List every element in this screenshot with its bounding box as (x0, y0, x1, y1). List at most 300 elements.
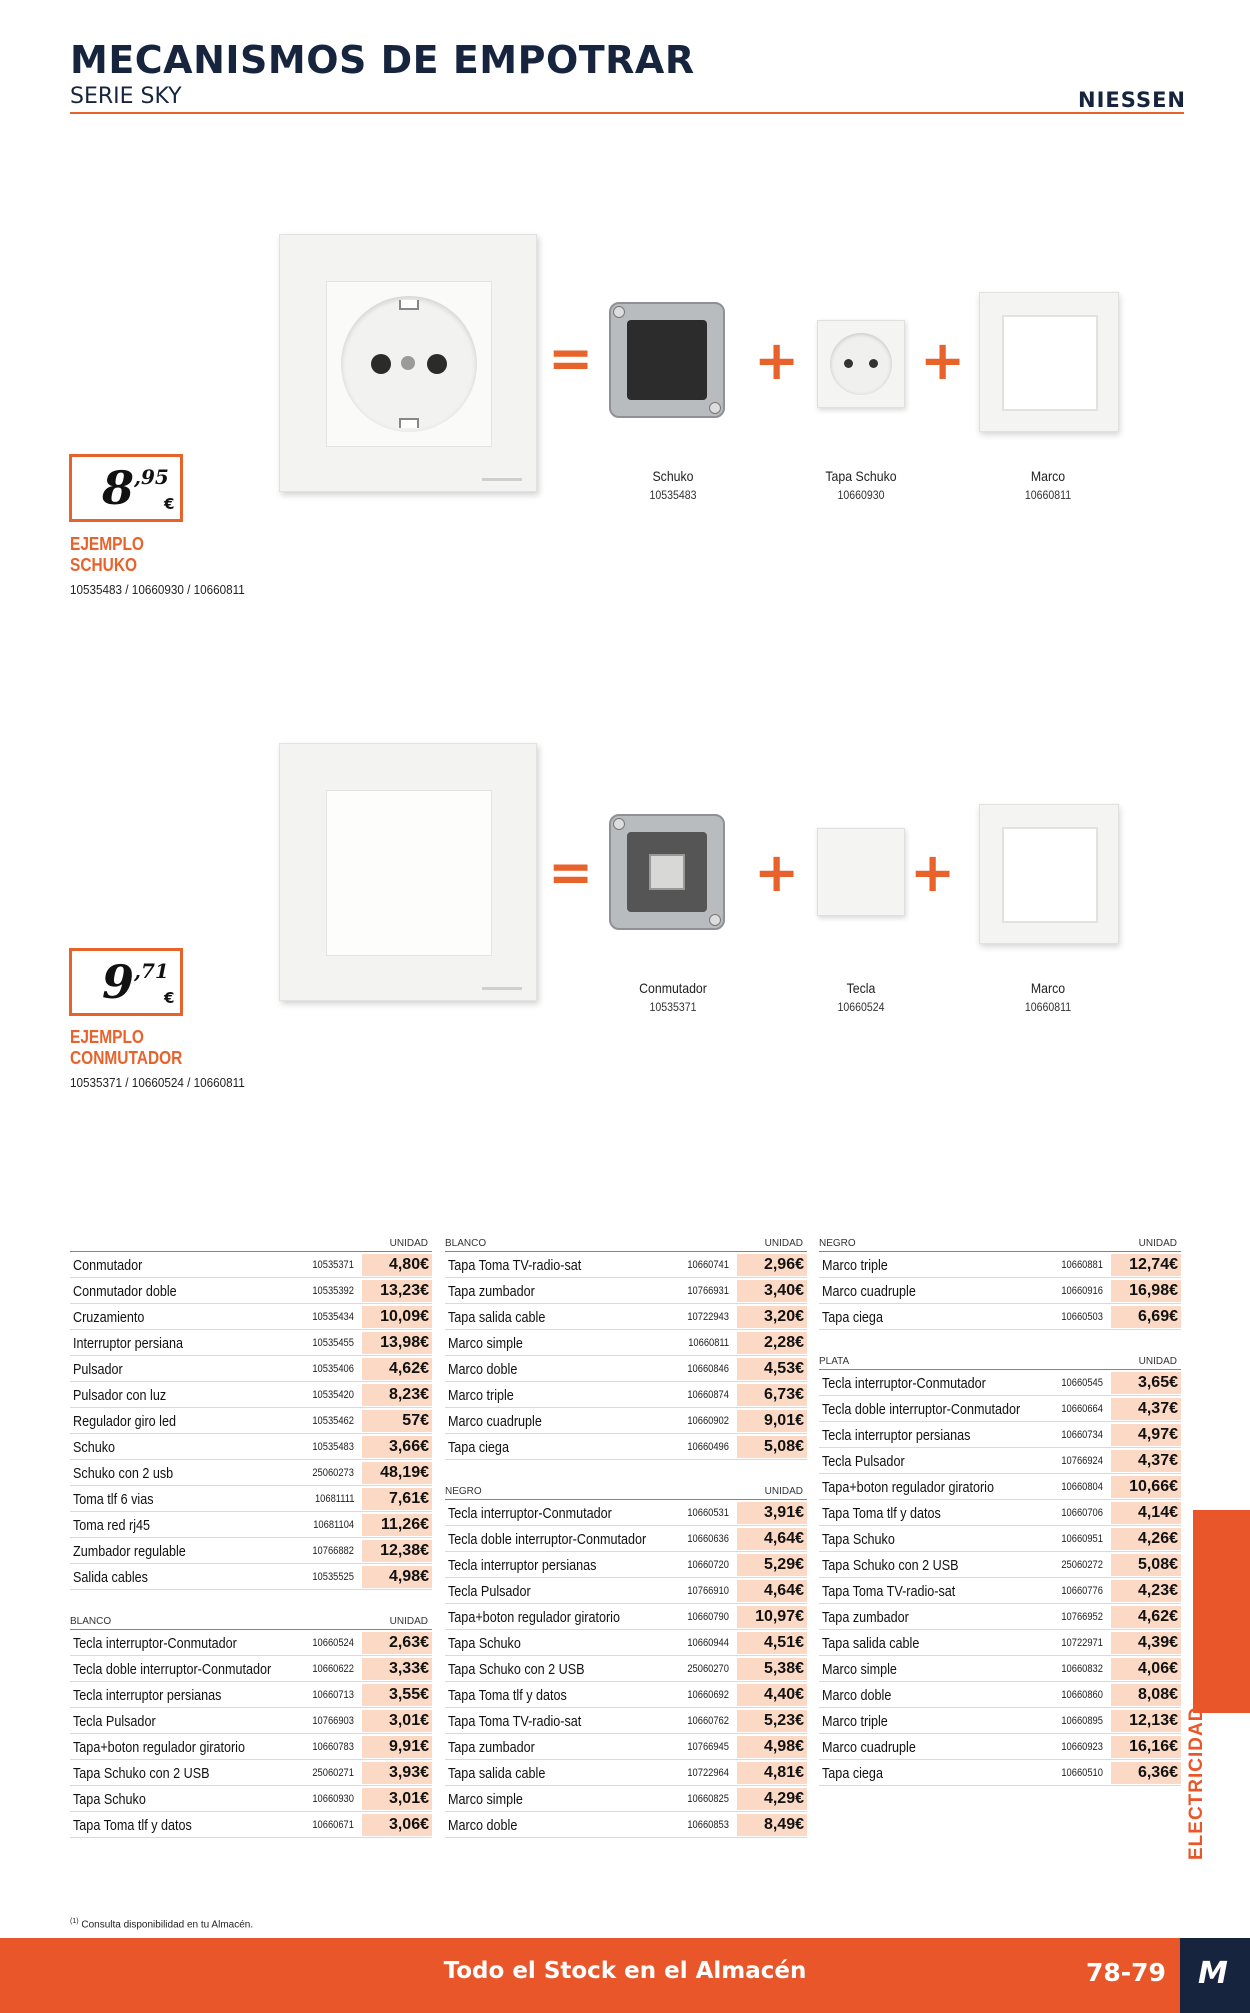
product-price: 8,23€ (362, 1384, 432, 1406)
table-row (819, 1304, 1181, 1330)
page-number: 78-79 (1086, 1958, 1166, 1987)
product-name: Tecla interruptor-Conmutador (822, 1375, 986, 1392)
section-tab (1193, 1510, 1250, 1713)
product-price: 2,96€ (737, 1254, 807, 1276)
footnote (70, 1918, 253, 1930)
product-name: Pulsador (73, 1361, 123, 1378)
product-price: 9,01€ (737, 1410, 807, 1432)
product-name: Tecla Pulsador (73, 1713, 156, 1730)
product-code: 10660902 (687, 1415, 729, 1427)
table-row (70, 1382, 432, 1408)
product-code: 10660496 (687, 1441, 729, 1453)
product-price: 12,74€ (1111, 1254, 1181, 1276)
part-name: Marco (1030, 468, 1066, 484)
table-row (819, 1396, 1181, 1422)
product-code: 25060271 (312, 1767, 354, 1779)
product-code: 10535392 (312, 1285, 354, 1297)
part-caption (978, 468, 1119, 502)
product-name: Marco triple (448, 1387, 514, 1404)
product-price: 3,66€ (362, 1436, 432, 1458)
product-name: Tapa Toma tlf y datos (822, 1505, 941, 1522)
product-name: Tecla interruptor-Conmutador (73, 1635, 237, 1652)
product-price: 5,29€ (737, 1554, 807, 1576)
example-title-line: EJEMPLO (70, 1027, 144, 1047)
section-header (70, 1614, 432, 1630)
part-caption (603, 468, 744, 502)
product-name: Tapa+boton regulador giratorio (448, 1609, 620, 1626)
product-name: Marco triple (822, 1257, 888, 1274)
example-codes: 10535371 / 10660524 / 10660811 (70, 1075, 245, 1090)
product-name: Tecla interruptor-Conmutador (448, 1505, 612, 1522)
plus-sign: + (910, 841, 956, 904)
product-code: 10660860 (1061, 1689, 1103, 1701)
product-price: 16,98€ (1111, 1280, 1181, 1302)
example-codes: 10535483 / 10660930 / 10660811 (70, 582, 245, 597)
product-price: 4,64€ (737, 1528, 807, 1550)
product-code: 10660713 (312, 1689, 354, 1701)
product-code: 10660846 (687, 1363, 729, 1375)
section-label: ELECTRICIDAD (1186, 1706, 1207, 1860)
price-currency: € (164, 989, 175, 1007)
product-code: 10660832 (1061, 1663, 1103, 1675)
table-row (445, 1656, 807, 1682)
product-code: 10660734 (1061, 1429, 1103, 1441)
brand-logo: NIESSEN (1078, 88, 1186, 112)
table-row (70, 1434, 432, 1460)
page-subtitle: SERIE SKY (70, 84, 182, 109)
product-price: 4,64€ (737, 1580, 807, 1602)
part-code: 10660930 (837, 488, 885, 502)
product-price: 3,93€ (362, 1762, 432, 1784)
price-table-col3 (819, 1236, 1181, 1786)
product-code: 10766945 (687, 1741, 729, 1753)
product-price: 4,23€ (1111, 1580, 1181, 1602)
table-row (445, 1526, 807, 1552)
product-code: 10660881 (1061, 1259, 1103, 1271)
product-price: 3,55€ (362, 1684, 432, 1706)
product-code: 10766931 (687, 1285, 729, 1297)
product-name: Zumbador regulable (73, 1543, 186, 1560)
example-title-line: SCHUKO (70, 555, 138, 575)
product-price: 5,08€ (737, 1436, 807, 1458)
table-row (445, 1578, 807, 1604)
unit-header: UNIDAD (764, 1486, 803, 1497)
table-row (70, 1564, 432, 1590)
table-row (445, 1604, 807, 1630)
product-name: Tapa ciega (448, 1439, 509, 1456)
section-header (445, 1236, 807, 1252)
product-code: 10681104 (313, 1519, 354, 1531)
table-row (70, 1760, 432, 1786)
product-name: Tapa ciega (822, 1765, 883, 1782)
footnote-text: Consulta disponibilidad en tu Almacén. (81, 1919, 254, 1931)
table-row (445, 1630, 807, 1656)
product-code: 10660895 (1061, 1715, 1103, 1727)
product-code: 10660790 (687, 1611, 729, 1623)
product-name: Toma tlf 6 vias (73, 1491, 154, 1508)
part-name: Conmutador (639, 980, 707, 996)
section-header (819, 1354, 1181, 1370)
product-price: 3,01€ (362, 1710, 432, 1732)
product-name: Tapa zumbador (448, 1739, 535, 1756)
table-row (445, 1760, 807, 1786)
product-name: Tecla Pulsador (822, 1453, 905, 1470)
product-name: Tapa zumbador (448, 1283, 535, 1300)
product-name: Cruzamiento (73, 1309, 145, 1326)
table-row (819, 1474, 1181, 1500)
table-row (819, 1656, 1181, 1682)
product-price: 6,69€ (1111, 1306, 1181, 1328)
product-code: 10660636 (687, 1533, 729, 1545)
schuko-socket-icon (341, 296, 477, 432)
table-row (445, 1382, 807, 1408)
table-row (819, 1682, 1181, 1708)
table-row (70, 1682, 432, 1708)
product-price: 7,61€ (362, 1488, 432, 1510)
tapa-schuko-image (817, 320, 905, 408)
product-code: 10535406 (312, 1363, 354, 1375)
product-price: 6,73€ (737, 1384, 807, 1406)
product-price: 13,98€ (362, 1332, 432, 1354)
product-name: Schuko (73, 1439, 116, 1456)
product-code: 10535455 (312, 1337, 354, 1349)
product-name: Salida cables (73, 1569, 148, 1586)
product-price: 3,40€ (737, 1280, 807, 1302)
product-name: Tapa ciega (822, 1309, 883, 1326)
table-row (70, 1330, 432, 1356)
product-price: 2,63€ (362, 1632, 432, 1654)
table-row (819, 1604, 1181, 1630)
table-row (819, 1578, 1181, 1604)
product-code: 10660783 (312, 1741, 354, 1753)
product-price: 4,40€ (737, 1684, 807, 1706)
product-name: Tapa Toma tlf y datos (73, 1817, 192, 1834)
product-name: Tecla Pulsador (448, 1583, 531, 1600)
product-code: 10660951 (1061, 1533, 1103, 1545)
product-code: 10660531 (687, 1507, 729, 1519)
product-code: 10766924 (1061, 1455, 1103, 1467)
product-name: Tapa zumbador (822, 1609, 909, 1626)
product-price: 4,14€ (1111, 1502, 1181, 1524)
table-row (445, 1786, 807, 1812)
product-code: 10660776 (1061, 1585, 1103, 1597)
product-name: Regulador giro led (73, 1413, 176, 1430)
product-price: 5,23€ (737, 1710, 807, 1732)
product-code: 25060270 (687, 1663, 729, 1675)
product-code: 10722971 (1061, 1637, 1103, 1649)
unit-header: UNIDAD (1138, 1238, 1177, 1249)
product-name: Marco simple (448, 1335, 523, 1352)
product-price: 3,06€ (362, 1814, 432, 1836)
company-logo-letter: M (1198, 1956, 1228, 1991)
product-code: 10660916 (1061, 1285, 1103, 1297)
plus-sign: + (754, 841, 800, 904)
product-price: 4,29€ (737, 1788, 807, 1810)
price-decimal: ,71 (134, 959, 169, 983)
product-name: Tapa+boton regulador giratorio (73, 1739, 245, 1756)
example-title (70, 1027, 182, 1069)
part-name: Tapa Schuko (825, 468, 897, 484)
product-name: Marco cuadruple (822, 1283, 916, 1300)
product-code: 10681111 (314, 1493, 354, 1505)
product-code: 10660545 (1061, 1377, 1103, 1389)
product-code: 10660853 (687, 1819, 729, 1831)
product-name: Tapa Toma TV-radio-sat (822, 1583, 956, 1600)
product-price: 13,23€ (362, 1280, 432, 1302)
product-price: 48,19€ (362, 1462, 432, 1484)
section-header (819, 1236, 1181, 1252)
product-name: Pulsador con luz (73, 1387, 167, 1404)
product-name: Tecla interruptor persianas (73, 1687, 222, 1704)
tecla-image (817, 828, 905, 916)
product-code: 10766952 (1061, 1611, 1103, 1623)
table-row (819, 1448, 1181, 1474)
product-code: 10660923 (1061, 1741, 1103, 1753)
product-name: Tapa Schuko con 2 USB (822, 1557, 959, 1574)
product-name: Marco simple (448, 1791, 523, 1808)
product-price: 4,39€ (1111, 1632, 1181, 1654)
product-price: 9,91€ (362, 1736, 432, 1758)
part-caption (791, 468, 932, 502)
table-row (70, 1708, 432, 1734)
product-code: 10535525 (312, 1571, 354, 1583)
product-code: 10660692 (687, 1689, 729, 1701)
schuko-mechanism-image (603, 296, 731, 424)
product-price: 16,16€ (1111, 1736, 1181, 1758)
table-row (70, 1460, 432, 1486)
product-price: 5,08€ (1111, 1554, 1181, 1576)
table-row (819, 1278, 1181, 1304)
product-price: 3,33€ (362, 1658, 432, 1680)
product-price: 2,28€ (737, 1332, 807, 1354)
unit-header: UNIDAD (1138, 1356, 1177, 1367)
marco-image (979, 804, 1119, 944)
table-row (445, 1330, 807, 1356)
product-name: Marco doble (448, 1817, 518, 1834)
product-name: Tecla doble interruptor-Conmutador (822, 1401, 1021, 1418)
product-code: 10660622 (312, 1663, 354, 1675)
product-code: 10766882 (312, 1545, 354, 1557)
table-row (70, 1630, 432, 1656)
table-row (70, 1408, 432, 1434)
product-price: 4,62€ (362, 1358, 432, 1380)
table-row (445, 1812, 807, 1838)
product-name: Tapa salida cable (448, 1309, 546, 1326)
product-code: 10660762 (687, 1715, 729, 1727)
product-code: 10660671 (312, 1819, 354, 1831)
product-price: 3,91€ (737, 1502, 807, 1524)
table-row (819, 1370, 1181, 1396)
table-row (819, 1552, 1181, 1578)
product-price: 5,38€ (737, 1658, 807, 1680)
plus-sign: + (920, 329, 966, 392)
table-row (70, 1656, 432, 1682)
product-name: Tapa Schuko con 2 USB (448, 1661, 585, 1678)
table-row (819, 1734, 1181, 1760)
product-price: 10,97€ (737, 1606, 807, 1628)
product-price: 4,81€ (737, 1762, 807, 1784)
part-caption (978, 980, 1119, 1014)
section-category: PLATA (819, 1356, 850, 1367)
product-name: Conmutador (73, 1257, 143, 1274)
product-name: Tapa Schuko con 2 USB (73, 1765, 210, 1782)
page-title: MECANISMOS DE EMPOTRAR (70, 38, 695, 82)
equals-sign: = (548, 327, 594, 390)
product-name: Conmutador doble (73, 1283, 177, 1300)
table-row (445, 1708, 807, 1734)
product-name: Toma red rj45 (73, 1517, 151, 1534)
table-row (819, 1760, 1181, 1786)
product-price: 4,53€ (737, 1358, 807, 1380)
table-row (445, 1278, 807, 1304)
product-code: 10660503 (1061, 1311, 1103, 1323)
price-table-col1 (70, 1236, 432, 1838)
table-row (445, 1304, 807, 1330)
example-title (70, 534, 144, 576)
table-row (445, 1252, 807, 1278)
product-name: Tapa+boton regulador giratorio (822, 1479, 994, 1496)
table-row (445, 1500, 807, 1526)
product-name: Tecla doble interruptor-Conmutador (73, 1661, 272, 1678)
product-price: 11,26€ (362, 1514, 432, 1536)
marco-image (979, 292, 1119, 432)
product-name: Marco doble (822, 1687, 892, 1704)
product-price: 4,37€ (1111, 1398, 1181, 1420)
product-code: 10660825 (687, 1793, 729, 1805)
part-code: 10535371 (649, 1000, 697, 1014)
product-code: 10660804 (1061, 1481, 1103, 1493)
product-price: 8,08€ (1111, 1684, 1181, 1706)
plus-sign: + (754, 329, 800, 392)
table-row (819, 1252, 1181, 1278)
product-name: Tecla doble interruptor-Conmutador (448, 1531, 647, 1548)
product-price: 57€ (362, 1410, 432, 1432)
price-decimal: ,95 (134, 465, 169, 489)
product-code: 10535434 (312, 1311, 354, 1323)
product-code: 10660510 (1061, 1767, 1103, 1779)
product-code: 10660664 (1061, 1403, 1103, 1415)
product-price: 4,51€ (737, 1632, 807, 1654)
header-divider (70, 112, 1184, 114)
product-name: Tapa Toma TV-radio-sat (448, 1257, 582, 1274)
product-price: 4,80€ (362, 1254, 432, 1276)
unit-header: UNIDAD (389, 1238, 428, 1249)
product-name: Marco simple (822, 1661, 897, 1678)
product-price: 4,98€ (362, 1566, 432, 1588)
company-logo (1180, 1938, 1250, 2013)
price-whole: 9 (102, 955, 135, 1009)
table-row (445, 1552, 807, 1578)
table-row (819, 1526, 1181, 1552)
product-name: Marco cuadruple (448, 1413, 542, 1430)
product-code: 10535462 (312, 1415, 354, 1427)
product-code: 10660930 (312, 1793, 354, 1805)
part-name: Tecla (846, 980, 876, 996)
product-name: Tapa Schuko (822, 1531, 895, 1548)
part-caption (791, 980, 932, 1014)
product-name: Marco triple (822, 1713, 888, 1730)
table-row (70, 1278, 432, 1304)
example-title-line: EJEMPLO (70, 534, 144, 554)
product-name: Marco cuadruple (822, 1739, 916, 1756)
table-row (70, 1252, 432, 1278)
table-row (445, 1356, 807, 1382)
table-row (445, 1734, 807, 1760)
product-name: Tecla interruptor persianas (448, 1557, 597, 1574)
price-tag (69, 454, 183, 522)
table-row (70, 1486, 432, 1512)
product-code: 10660944 (687, 1637, 729, 1649)
product-price: 10,09€ (362, 1306, 432, 1328)
table-row (819, 1708, 1181, 1734)
product-code: 10722964 (687, 1767, 729, 1779)
product-price: 4,06€ (1111, 1658, 1181, 1680)
product-price: 6,36€ (1111, 1762, 1181, 1784)
part-name: Schuko (652, 468, 694, 484)
example-title-line: CONMUTADOR (70, 1048, 183, 1068)
product-price: 3,65€ (1111, 1372, 1181, 1394)
part-code: 10660524 (837, 1000, 885, 1014)
product-name: Tecla interruptor persianas (822, 1427, 971, 1444)
product-code: 10535420 (312, 1389, 354, 1401)
product-name: Tapa Schuko (448, 1635, 521, 1652)
table-row (445, 1434, 807, 1460)
table-row (70, 1356, 432, 1382)
product-name: Tapa Schuko (73, 1791, 146, 1808)
unit-header: UNIDAD (764, 1238, 803, 1249)
product-price: 10,66€ (1111, 1476, 1181, 1498)
footer-slogan: Todo el Stock en el Almacén (443, 1958, 807, 1984)
product-price: 12,38€ (362, 1540, 432, 1562)
unit-header: UNIDAD (389, 1616, 428, 1627)
price-table-col2 (445, 1236, 807, 1838)
part-name: Marco (1030, 980, 1066, 996)
footnote-mark: (1) (70, 1918, 79, 1925)
product-code: 10660741 (687, 1259, 729, 1271)
table-row (70, 1538, 432, 1564)
section-header (70, 1236, 432, 1252)
part-caption (603, 980, 744, 1014)
product-code: 10660524 (312, 1637, 354, 1649)
product-name: Tapa salida cable (448, 1765, 546, 1782)
product-name: Schuko con 2 usb (73, 1465, 174, 1482)
table-row (70, 1734, 432, 1760)
schuko-assembled-image (279, 234, 537, 492)
product-price: 12,13€ (1111, 1710, 1181, 1732)
table-row (445, 1408, 807, 1434)
product-code: 10722943 (687, 1311, 729, 1323)
product-price: 4,98€ (737, 1736, 807, 1758)
conmutador-mechanism-image (603, 808, 731, 936)
product-code: 10660706 (1061, 1507, 1103, 1519)
product-name: Tapa Toma TV-radio-sat (448, 1713, 582, 1730)
product-code: 25060273 (312, 1467, 354, 1479)
part-code: 10660811 (1024, 488, 1072, 502)
product-code: 10660874 (687, 1389, 729, 1401)
product-name: Tapa salida cable (822, 1635, 920, 1652)
price-tag (69, 948, 183, 1016)
section-header (445, 1484, 807, 1500)
product-price: 4,37€ (1111, 1450, 1181, 1472)
table-row (70, 1512, 432, 1538)
section-category: NEGRO (445, 1486, 482, 1497)
equals-sign: = (548, 841, 594, 904)
table-row (819, 1500, 1181, 1526)
table-row (819, 1630, 1181, 1656)
conmutador-assembled-image (279, 743, 537, 1001)
product-price: 3,20€ (737, 1306, 807, 1328)
table-row (445, 1682, 807, 1708)
